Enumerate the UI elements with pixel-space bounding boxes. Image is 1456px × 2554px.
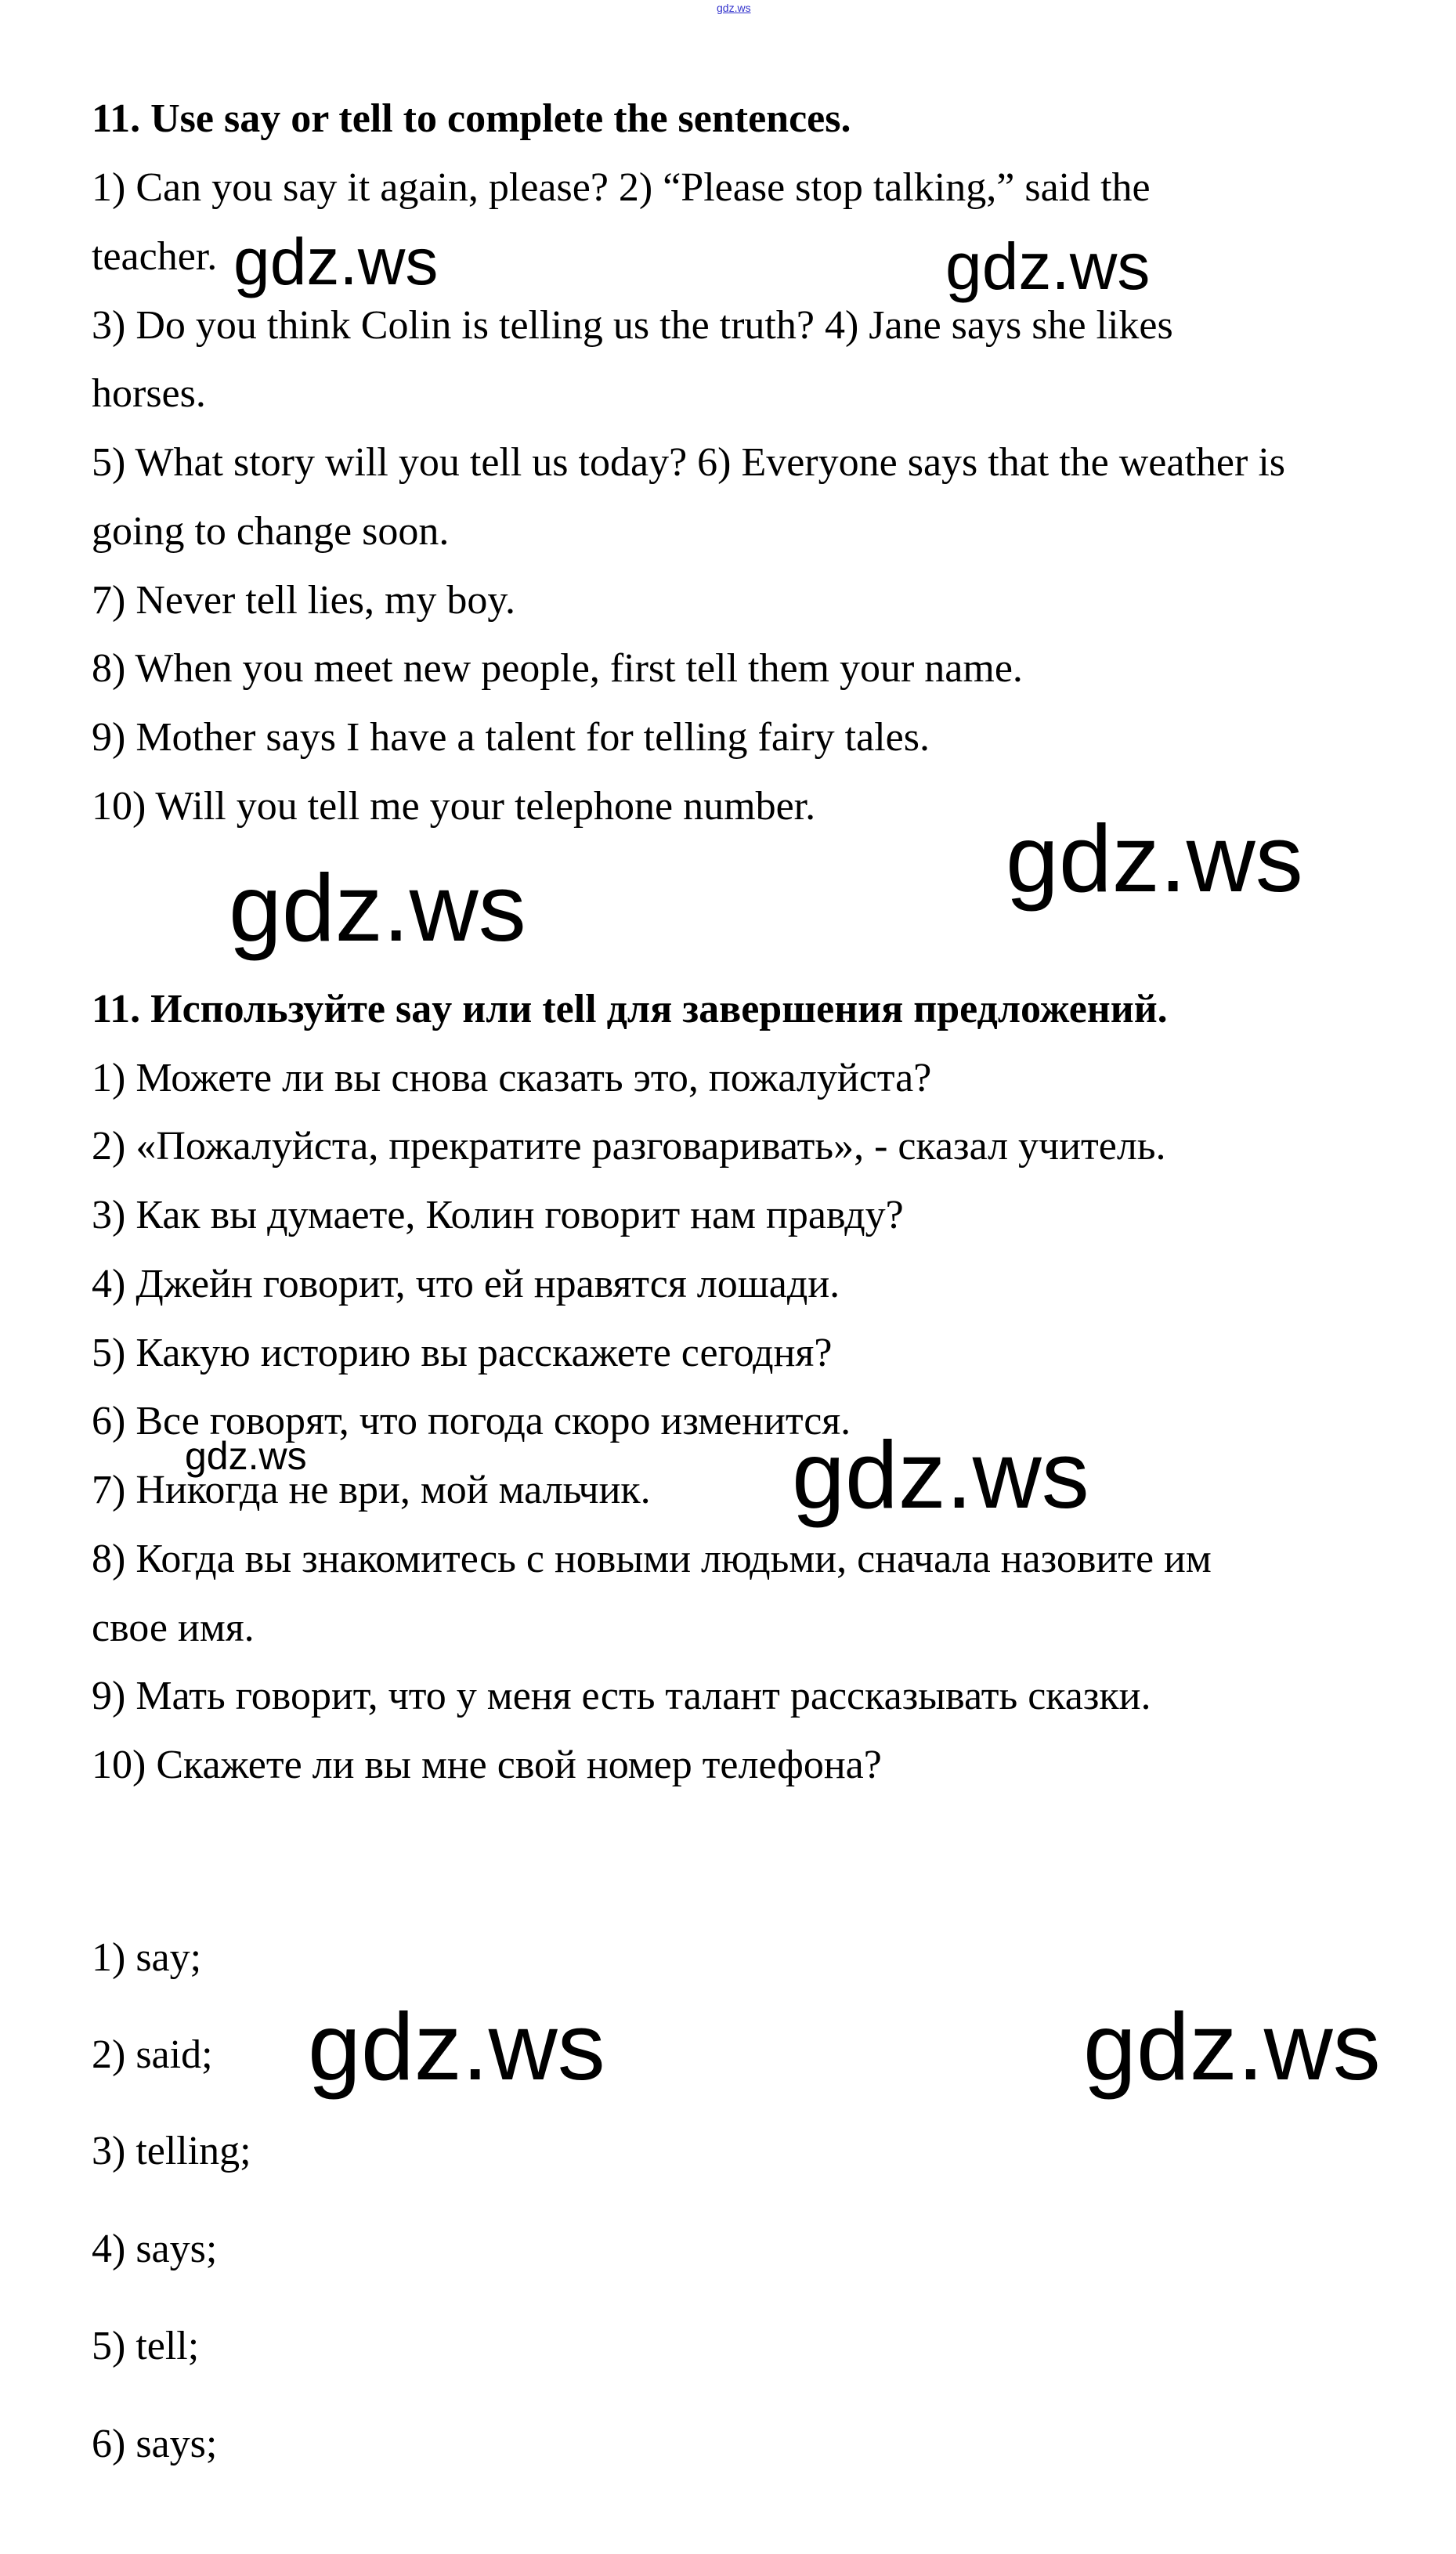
- answer-item: 2) said;: [92, 2032, 213, 2077]
- watermark: gdz.ws: [185, 1434, 307, 1478]
- text-line: 9) Мать говорит, что у меня есть талант рассказывать сказки.: [92, 1674, 1151, 1718]
- text-line: 7) Never tell lies, my boy.: [92, 578, 516, 623]
- answer-item: 4) says;: [92, 2227, 218, 2271]
- answer-item: 5) tell;: [92, 2324, 200, 2368]
- watermark: gdz.ws: [792, 1421, 1089, 1528]
- text-line: 9) Mother says I have a talent for telling fairy tales.: [92, 715, 930, 760]
- watermark: gdz.ws: [1006, 805, 1303, 912]
- watermark: gdz.ws: [229, 854, 526, 961]
- header-link[interactable]: gdz.ws: [717, 2, 751, 14]
- text-line: 4) Джейн говорит, что ей нравятся лошади.: [92, 1262, 840, 1306]
- text-line: свое имя.: [92, 1606, 255, 1650]
- text-line: teacher.: [92, 234, 218, 279]
- text-line: 3) Do you think Colin is telling us the truth? 4) Jane says she likes: [92, 303, 1173, 348]
- text-line: 3) Как вы думаете, Колин говорит нам правду?: [92, 1193, 904, 1237]
- text-line: 8) Когда вы знакомитесь с новыми людьми, сначала назовите им: [92, 1537, 1212, 1581]
- answer-item: 1) say;: [92, 1935, 202, 1980]
- watermark: gdz.ws: [945, 229, 1151, 303]
- text-line: going to change soon.: [92, 509, 450, 554]
- watermark: gdz.ws: [233, 225, 439, 298]
- exercise-title-en: 11. Use say or tell to complete the sentences.: [92, 96, 851, 141]
- text-line: 10) Will you tell me your telephone number.: [92, 784, 816, 829]
- text-line: 5) What story will you tell us today? 6) Everyone says that the weather is: [92, 440, 1285, 485]
- text-line: 10) Скажете ли вы мне свой номер телефона?: [92, 1743, 882, 1787]
- text-line: 8) When you meet new people, first tell them your name.: [92, 646, 1023, 691]
- answer-item: 6) says;: [92, 2422, 218, 2466]
- answer-item: 3) telling;: [92, 2129, 251, 2173]
- text-line: 5) Какую историю вы расскажете сегодня?: [92, 1331, 833, 1375]
- text-line: 2) «Пожалуйста, прекратите разговаривать», - сказал учитель.: [92, 1124, 1166, 1169]
- text-line: 7) Никогда не ври, мой мальчик.: [92, 1468, 651, 1512]
- exercise-title-ru: 11. Используйте say или tell для завершения предложений.: [92, 987, 1168, 1031]
- text-line: 6) Все говорят, что погода скоро изменится.: [92, 1399, 851, 1443]
- text-line: horses.: [92, 371, 206, 416]
- watermark: gdz.ws: [1083, 1993, 1381, 2100]
- text-line: 1) Can you say it again, please? 2) “Please stop talking,” said the: [92, 165, 1151, 210]
- text-line: 1) Можете ли вы снова сказать это, пожалуйста?: [92, 1056, 932, 1100]
- watermark: gdz.ws: [308, 1993, 605, 2100]
